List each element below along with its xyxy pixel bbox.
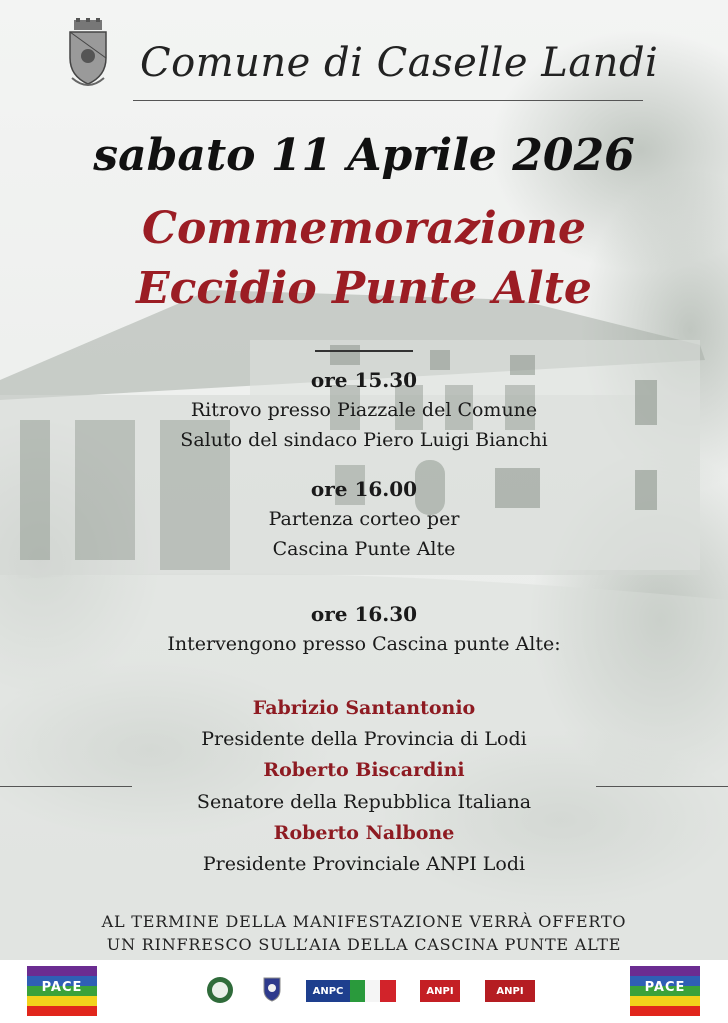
anpc-label: ANPC bbox=[312, 985, 344, 997]
anpi-label: ANPI bbox=[496, 985, 524, 997]
municipality-name: Comune di Caselle Landi bbox=[140, 40, 659, 86]
program-line: Ritrovo presso Piazzale del Comune bbox=[190, 399, 538, 421]
shield-logo-icon bbox=[262, 976, 282, 1002]
right-divider bbox=[596, 786, 728, 787]
pace-label: PACE bbox=[644, 980, 686, 995]
speaker-name: Roberto Nalbone bbox=[273, 822, 455, 844]
association-round-logo-icon bbox=[206, 976, 234, 1004]
closing-line-2: UN RINFRESCO SULL’AIA DELLA CASCINA PUNTE ALTE bbox=[106, 935, 622, 954]
program-line: Saluto del sindaco Piero Luigi Bianchi bbox=[180, 429, 548, 451]
title-divider bbox=[315, 350, 413, 352]
event-title-line2: Eccidio Punte Alte bbox=[136, 263, 592, 314]
header-divider bbox=[133, 100, 643, 101]
program-line: Cascina Punte Alte bbox=[272, 538, 456, 560]
anpi-logo-2 bbox=[485, 980, 535, 1002]
program-time-3: ore 16.30 bbox=[310, 602, 418, 626]
event-title-line1: Commemorazione bbox=[141, 203, 587, 254]
speaker-role: Senatore della Repubblica Italiana bbox=[196, 791, 532, 813]
anpi-label: ANPI bbox=[426, 985, 454, 997]
anpc-logo bbox=[306, 980, 396, 1002]
speaker-role: Presidente della Provincia di Lodi bbox=[201, 728, 527, 750]
coat-of-arms-icon bbox=[66, 18, 110, 92]
program-time-2: ore 16.00 bbox=[310, 477, 418, 501]
anpi-logo-1 bbox=[420, 980, 460, 1002]
speaker-name: Roberto Biscardini bbox=[263, 759, 465, 781]
speaker-role: Presidente Provinciale ANPI Lodi bbox=[202, 853, 526, 875]
footer-logos bbox=[0, 960, 728, 1023]
program-line: Partenza corteo per bbox=[268, 508, 460, 530]
pace-flag-left bbox=[27, 966, 97, 1016]
pace-flag-right bbox=[630, 966, 700, 1016]
program-time-1: ore 15.30 bbox=[310, 368, 418, 392]
event-date: sabato 11 Aprile 2026 bbox=[93, 130, 635, 181]
left-divider bbox=[0, 786, 132, 787]
closing-line-1: AL TERMINE DELLA MANIFESTAZIONE VERRÀ OFFERTO bbox=[101, 912, 627, 931]
pace-label: PACE bbox=[41, 980, 83, 995]
speaker-name: Fabrizio Santantonio bbox=[252, 697, 476, 719]
program-line: Intervengono presso Cascina punte Alte: bbox=[167, 633, 561, 655]
